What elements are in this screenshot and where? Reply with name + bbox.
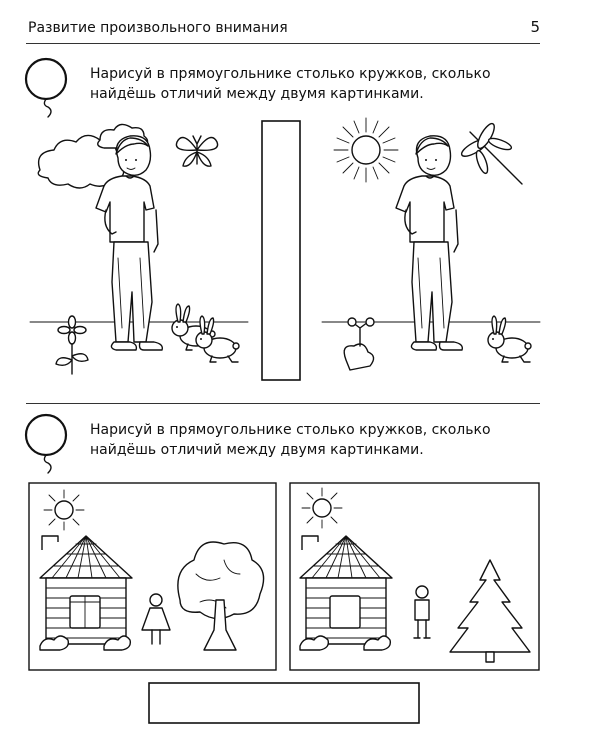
task-1-answer-box[interactable] [262, 121, 300, 380]
task-2-instruction: Нарисуй в прямоугольнике столько кружков, сколько найдёшь отличий между двумя картинками. [90, 422, 491, 458]
flower-icon [56, 316, 88, 374]
butterfly-icon [176, 136, 217, 166]
task-1-instruction: Нарисуй в прямоугольнике столько кружков, сколько найдёшь отличий между двумя картинками. [90, 66, 491, 102]
sun-icon [44, 490, 84, 530]
strawberry-plant-icon [344, 318, 374, 370]
rabbit-icon [488, 316, 531, 362]
boy-figure [396, 136, 462, 350]
page-number: 5 [530, 18, 540, 36]
task-1-left-picture [30, 124, 248, 374]
dragonfly-icon [459, 121, 522, 184]
rabbit-icon [196, 316, 239, 362]
balloon-icon [26, 415, 66, 473]
task-1-right-picture [322, 118, 540, 370]
balloon-icon [26, 59, 66, 117]
worksheet-title: Развитие произвольного внимания [28, 20, 288, 36]
task-2-answer-box[interactable] [149, 683, 419, 723]
sun-icon [302, 488, 342, 528]
sun-icon [334, 118, 398, 182]
